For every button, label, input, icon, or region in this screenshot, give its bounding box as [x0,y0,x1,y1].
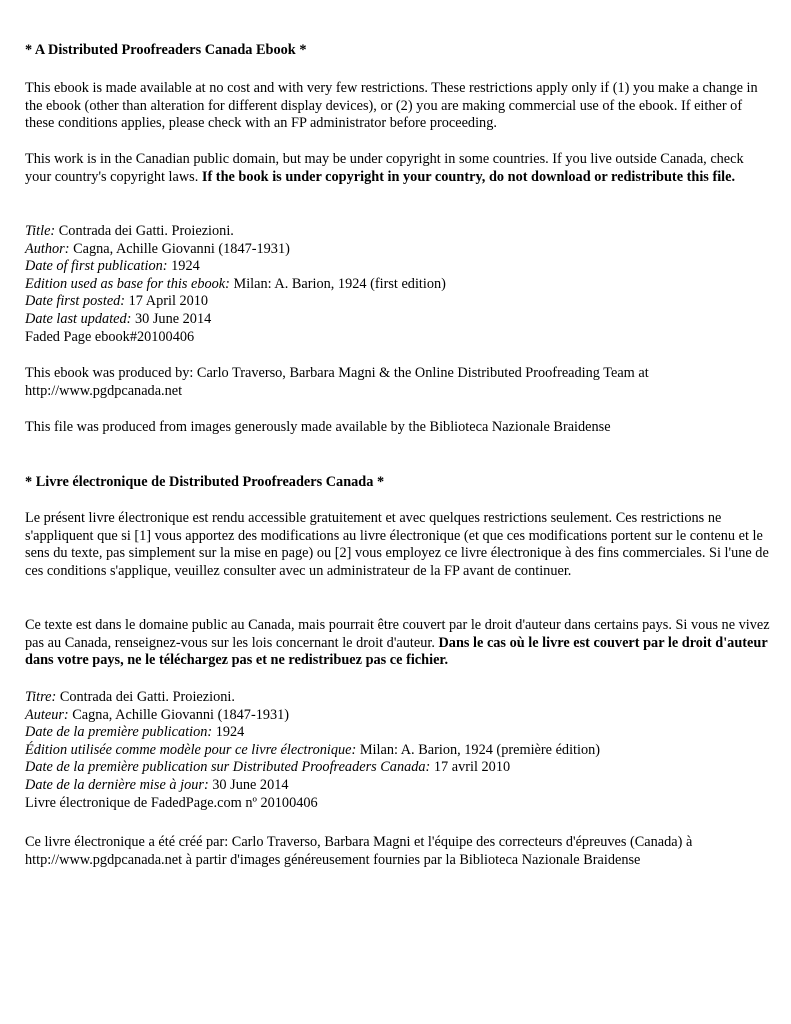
english-meta-edition: Edition used as base for this ebook: Milan: A. Barion, 1924 (first edition) [25,275,446,292]
french-meta-first-publication: Date de la première publication: 1924 [25,724,245,741]
french-meta-first-posted: Date de la première publication sur Distributed Proofreaders Canada: 17 avril 2010 [25,759,511,776]
english-meta-ebook-number: Faded Page ebook#20100406 [25,328,195,345]
english-producers: This ebook was produced by: Carlo Traverso, Barbara Magni & the Online Distributed Proofreading Team at http://www.pgdpcanada.net [25,365,649,399]
french-metadata [25,689,770,812]
french-meta-author: Auteur: Cagna, Achille Giovanni (1847-1931) [25,706,290,723]
english-metadata [25,223,770,346]
french-meta-title: Titre: Contrada dei Gatti. Proiezioni. [25,689,235,705]
english-copyright-warning: If the book is under copyright in your country, do not download or redistribute this file. [201,168,736,185]
english-meta-first-posted: Date first posted: 17 April 2010 [25,293,209,310]
french-copyright-text: Ce texte est dans le domaine public au Canada, mais pourrait être couvert par le droit d'auteur dans certains pays. Si vous ne vivez pas au Canada, renseignez-vous sur les lois concernant le droit d'auteur. [25,617,770,651]
french-copyright-warning: Dans le cas où le livre est couvert par le droit d'auteur dans votre pays, ne le téléchargez pas et ne redistribuez pas ce fichier. [25,634,768,669]
french-license-paragraph: Le présent livre électronique est rendu accessible gratuitement et avec quelques restrictions seulement. Ces restrictions ne s'appliquent que si [1] vous apportez des modifications au livre électronique (et que ces modifications portent sur le contenu et le sens du texte, pas simplement sur la mise en page) ou [2] vous employez ce livre électronique à des fins commerciales. Si l'une de ces conditions s'applique, veuillez consulter avec un administrateur de la FP avant de continuer. [25,510,769,579]
english-license-paragraph: This ebook is made available at no cost and with very few restrictions. These restrictions apply only if (1) you make a change in the ebook (other than alteration for different display devices), or (2) you are making commercial use of the ebook. If either of these conditions applies, please check with an FP administrator before proceeding. [25,80,758,132]
english-heading: * A Distributed Proofreaders Canada Ebook * [25,42,307,58]
english-meta-last-updated: Date last updated: 30 June 2014 [25,310,212,327]
english-copyright-text: This work is in the Canadian public domain, but may be under copyright in some countries. If you live outside Canada, check your country's copyright laws. [25,151,744,185]
french-meta-edition: Édition utilisée comme modèle pour ce livre électronique: Milan: A. Barion, 1924 (première édition) [25,741,601,758]
french-credits: Ce livre électronique a été créé par: Carlo Traverso, Barbara Magni et l'équipe des correcteurs d'épreuves (Canada) à http://www.pgdpcanada.net à partir d'images généreusement fournies par la Biblioteca Nazionale Braidense [25,834,693,868]
french-heading: * Livre électronique de Distributed Proofreaders Canada * [25,474,385,490]
english-meta-author: Author: Cagna, Achille Giovanni (1847-1931) [25,240,290,257]
french-copyright-paragraph [25,617,770,670]
french-meta-last-updated: Date de la dernière mise à jour: 30 June 2014 [25,776,289,793]
english-copyright-paragraph [25,151,770,186]
french-meta-ebook-number: Livre électronique de FadedPage.com nº 20100406 [25,794,318,811]
english-images-credit: This file was produced from images generously made available by the Biblioteca Nazionale Braidense [25,419,611,435]
english-meta-first-publication: Date of first publication: 1924 [25,258,200,275]
english-meta-title: Title: Contrada dei Gatti. Proiezioni. [25,223,234,239]
